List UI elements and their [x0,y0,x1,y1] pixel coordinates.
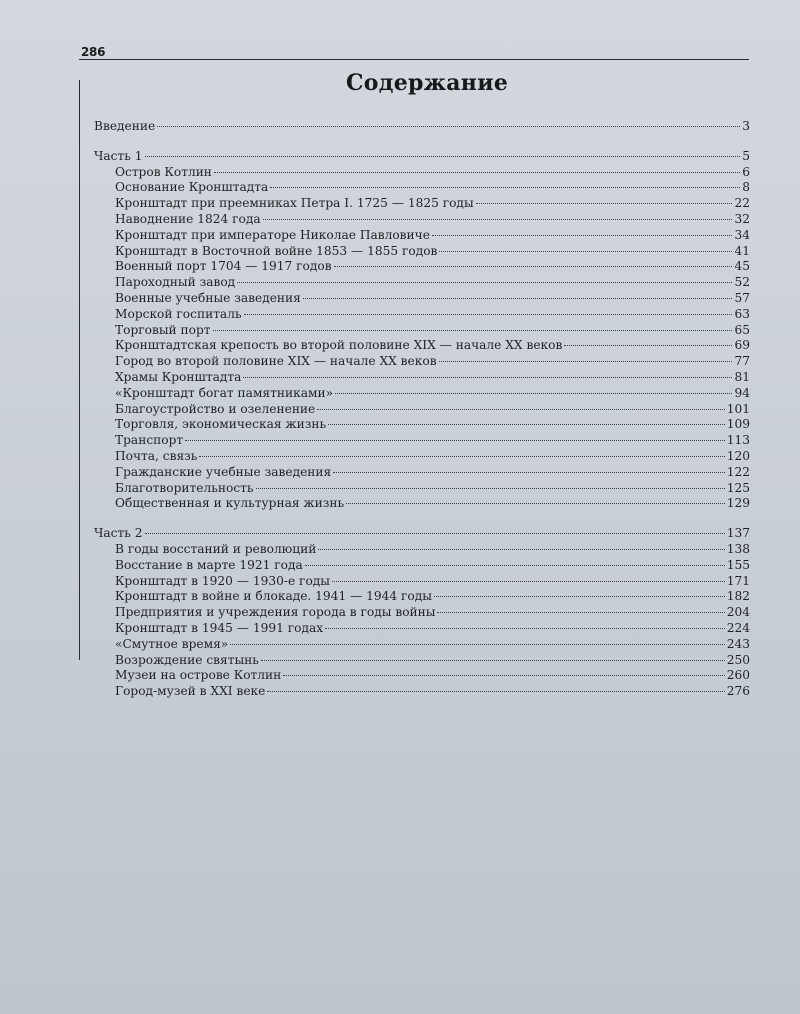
toc-entry-label: Благотворительность [115,480,254,495]
toc-entry [94,212,750,228]
toc-entry-page: 34 [734,227,750,242]
toc-entry [94,275,750,291]
toc-part-heading [94,149,750,165]
dot-leader [318,549,724,550]
top-rule [79,59,749,60]
toc-entry-page: 52 [734,275,750,290]
toc-entry-label: Благоустройство и озеленение [115,401,316,416]
dot-leader [328,424,725,425]
dot-leader [243,377,732,378]
dot-leader [256,488,725,489]
toc-entry [94,542,750,558]
dot-leader [244,314,733,315]
toc-entry [94,449,750,465]
toc-entry [94,244,750,260]
dot-leader [325,628,725,629]
toc-entry-page: 120 [726,448,750,463]
toc-entry-label: Музеи на острове Котлин [115,668,282,683]
dot-leader [214,172,740,173]
dot-leader [267,691,724,692]
toc-entry-label: Кронштадтская крепость во второй половине XIX — начале XX веков [115,338,563,353]
toc-entry-page: 137 [726,526,750,541]
toc-entry-label: Предприятия и учреждения города в годы войны [115,605,436,620]
toc-entry-label: «Кронштадт богат памятниками» [115,385,334,400]
dot-leader [145,156,741,157]
dot-leader [334,266,733,267]
toc-entry-page: 204 [726,605,750,620]
toc-entry-label: Общественная и культурная жизнь [115,496,345,511]
dot-leader [439,251,732,252]
toc-entry [94,433,750,449]
toc-entry [94,307,750,323]
dot-leader [333,472,725,473]
toc-entry-page: 260 [726,668,750,683]
toc-entry-page: 22 [734,196,750,211]
toc-entry [94,291,750,307]
toc-entry-label: Наводнение 1824 года [115,211,261,226]
toc-entry-page: 5 [742,148,750,163]
toc-entry-label: Возрождение святынь [115,652,259,667]
toc-entry [94,165,750,181]
toc-entry-page: 3 [742,119,750,133]
toc-entry [94,228,750,244]
dot-leader [434,596,725,597]
toc-entry-label: Кронштадт при преемниках Петра I. 1725 — 1825 годы [115,196,474,211]
toc-entry-label: Морской госпиталь [115,306,242,321]
page-title: Содержание [346,70,509,96]
toc-entry-page: 8 [742,180,750,195]
dot-leader [213,330,733,331]
section-gap [94,512,750,526]
dot-leader [437,612,724,613]
toc-entry-label: Военный порт 1704 — 1917 годов [115,259,332,274]
toc-entry-page: 243 [726,636,750,651]
toc-entry-page: 122 [726,464,750,479]
toc-entry-page: 65 [734,322,750,337]
toc-entry-label: Часть 2 [94,526,143,541]
toc-entry [94,589,750,605]
toc-entry-intro [94,119,750,135]
toc-entry-label: Кронштадт в 1945 — 1991 годах [115,620,324,635]
toc-entry-label: Город во второй половине XIX — начале XX веков [115,354,437,369]
dot-leader [564,345,732,346]
dot-leader [346,503,725,504]
dot-leader [317,409,724,410]
toc-entry-label: Пароходный завод [115,275,236,290]
toc-entry-page: 57 [734,290,750,305]
toc-entry-label: Кронштадт при императоре Николае Павловиче [115,227,430,242]
toc-entry-label: Часть 1 [94,148,143,163]
toc-entry [94,621,750,637]
toc-entry-page: 81 [734,369,750,384]
table-of-contents [94,119,750,700]
dot-leader [237,282,732,283]
page-number: 286 [81,45,106,59]
toc-entry [94,402,750,418]
dot-leader [145,533,725,534]
toc-entry-label: Транспорт [115,433,184,448]
toc-entry-page: 113 [726,433,750,448]
toc-entry-page: 109 [726,417,750,432]
toc-entry [94,496,750,512]
toc-entry-label: Гражданские учебные заведения [115,464,332,479]
toc-entry-label: Торговля, экономическая жизнь [115,417,327,432]
section-gap [94,135,750,149]
dot-leader [335,393,732,394]
toc-entry-label: Остров Котлин [115,164,212,179]
dot-leader [476,203,733,204]
toc-entry-page: 32 [734,211,750,226]
toc-entry [94,259,750,275]
toc-entry [94,574,750,590]
toc-entry-label: «Смутное время» [115,636,229,651]
dot-leader [332,581,725,582]
toc-entry [94,465,750,481]
dot-leader [303,298,733,299]
toc-entry [94,338,750,354]
toc-entry [94,653,750,669]
toc-entry [94,558,750,574]
dot-leader [199,456,724,457]
dot-leader [230,644,725,645]
dot-leader [261,660,725,661]
dot-leader [283,675,724,676]
toc-entry-page: 125 [726,480,750,495]
toc-part-heading [94,526,750,542]
toc-entry [94,668,750,684]
toc-entry-label: Военные учебные заведения [115,290,301,305]
toc-entry-page: 94 [734,385,750,400]
dot-leader [439,361,733,362]
toc-entry-label: Основание Кронштадта [115,180,269,195]
toc-entry-label: Кронштадт в войне и блокаде. 1941 — 1944 годы [115,589,432,604]
toc-entry [94,354,750,370]
toc-entry [94,481,750,497]
dot-leader [305,565,725,566]
toc-entry-label: Почта, связь [115,448,198,463]
toc-entry-page: 77 [734,354,750,369]
dot-leader [270,187,740,188]
toc-entry-page: 41 [734,243,750,258]
toc-entry [94,684,750,700]
toc-entry-page: 6 [742,164,750,179]
toc-entry [94,386,750,402]
toc-entry-label: Введение [94,119,156,133]
toc-entry [94,417,750,433]
toc-entry-page: 276 [726,684,750,699]
toc-entry-label: Кронштадт в Восточной войне 1853 — 1855 годов [115,243,438,258]
left-rule [79,80,80,660]
toc-entry-page: 138 [726,541,750,556]
dot-leader [263,219,733,220]
toc-entry-label: Храмы Кронштадта [115,369,242,384]
toc-entry-label: Восстание в марте 1921 года [115,557,303,572]
toc-entry-page: 69 [734,338,750,353]
toc-entry [94,196,750,212]
toc-entry-page: 224 [726,620,750,635]
toc-entry-label: Кронштадт в 1920 — 1930-е годы [115,573,330,588]
toc-entry-page: 129 [726,496,750,511]
toc-entry-page: 250 [726,652,750,667]
toc-entry [94,370,750,386]
toc-entry-page: 155 [726,557,750,572]
dot-leader [432,235,733,236]
toc-entry-page: 171 [726,573,750,588]
toc-entry-page: 101 [726,401,750,416]
dot-leader [185,440,725,441]
toc-entry [94,180,750,196]
toc-entry-label: Торговый порт [115,322,211,337]
toc-entry-page: 182 [726,589,750,604]
toc-entry-label: Город-музей в XXI веке [115,684,266,699]
dot-leader [157,126,740,127]
toc-entry [94,323,750,339]
toc-entry-page: 63 [734,306,750,321]
toc-entry-page: 45 [734,259,750,274]
toc-entry [94,637,750,653]
toc-entry-label: В годы восстаний и революций [115,541,317,556]
toc-entry [94,605,750,621]
